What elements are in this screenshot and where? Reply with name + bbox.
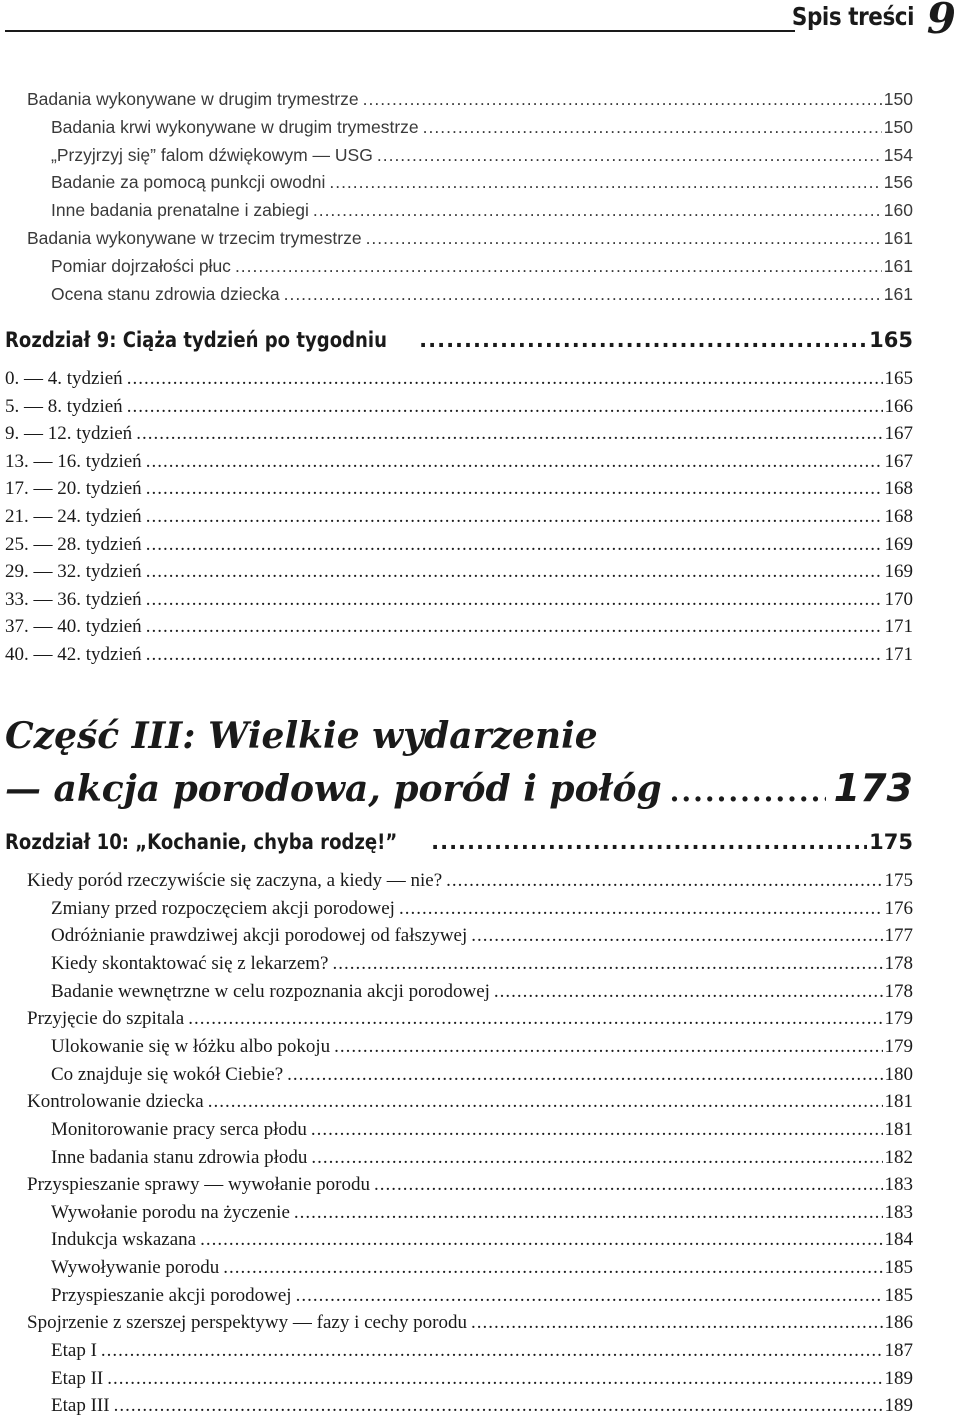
toc-entry[interactable] [27,870,913,894]
toc-entry-page: 165 [884,368,913,389]
leader-dots [431,830,867,854]
toc-entry[interactable] [51,1036,913,1060]
toc-entry-title: Wywoływanie porodu [51,1257,220,1279]
toc-entry-title: 5. — 8. tydzień [5,395,123,417]
leader-dots [294,1202,883,1224]
toc-entry[interactable] [51,1229,913,1253]
toc-entry[interactable] [27,89,913,113]
toc-entry-page: 189 [884,1395,913,1417]
toc-entry-page: 181 [884,1091,913,1113]
toc-entry-title: Inne badania prenatalne i zabiegi [51,200,309,221]
toc-entry-title: Badanie za pomocą punkcji owodni [51,172,326,193]
leader-dots [313,200,882,221]
toc-entry[interactable] [51,981,913,1005]
leader-dots [146,478,883,500]
toc-entry-page: 185 [884,1257,913,1279]
toc-chapter-9[interactable] [5,328,913,358]
toc-entry-title: Przyjęcie do szpitala [27,1008,185,1030]
toc-entry-title: Odróżnianie prawdziwej akcji porodowej od fałszywej [51,925,468,947]
part-3-title-line-1: Część III: Wielkie wydarzenie [5,715,598,757]
toc-entry[interactable] [51,256,913,280]
toc-entry-title: Indukcja wskazana [51,1229,197,1251]
toc-entry-title: 21. — 24. tydzień [5,506,142,527]
toc-entry-page: 178 [884,952,913,974]
leader-dots [366,228,882,249]
toc-entry-title: Ulokowanie się w łóżku albo pokoju [51,1035,331,1057]
toc-entry-title: 9. — 12. tydzień [5,423,133,445]
leader-dots [374,1174,883,1196]
toc-entry-title: Badanie wewnętrzne w celu rozpoznania akcji porodowej [51,980,490,1002]
leader-dots [329,172,881,193]
toc-entry[interactable] [5,423,913,447]
leader-dots [127,368,883,390]
leader-dots [494,981,883,1003]
toc-entry-title: Badania wykonywane w drugim trymestrze [27,89,359,109]
toc-entry-page: 169 [884,533,913,555]
toc-entry[interactable] [51,200,913,224]
toc-entry-page: 179 [884,1008,913,1030]
toc-entry-page: 181 [884,1118,913,1140]
leader-dots [200,1229,882,1251]
leader-dots [399,898,883,920]
leader-dots [146,506,883,528]
toc-entry-title: Spojrzenie z szerszej perspektywy — fazy i cechy porodu [27,1312,467,1334]
chapter-page: 165 [869,328,913,352]
toc-entry-page: 161 [883,283,913,304]
toc-entry[interactable] [5,396,913,420]
toc-entry[interactable] [5,478,913,502]
toc-entry-page: 189 [884,1367,913,1389]
toc-entry-title: Badania wykonywane w trzecim trymestrze [27,228,362,248]
toc-entry[interactable] [51,117,913,141]
chapter-title: Rozdział 9: Ciąża tydzień po tygodniu [5,328,387,352]
leader-dots [107,1368,882,1390]
toc-entry[interactable] [5,451,913,475]
leader-dots [311,1147,882,1169]
toc-entry-page: 179 [884,1035,913,1057]
toc-entry-page: 150 [883,89,913,109]
leader-dots [101,1340,883,1362]
leader-dots [136,423,882,445]
toc-entry-page: 150 [883,116,913,137]
leader-dots [296,1285,883,1307]
leader-dots [188,1008,882,1030]
toc-entry[interactable] [51,1064,913,1088]
leader-dots [114,1395,883,1417]
running-header-title: Spis treści [791,2,914,31]
leader-dots [146,644,883,666]
leader-dots [287,1064,882,1086]
toc-entry[interactable] [51,145,913,169]
toc-entry-page: 175 [884,870,913,891]
leader-dots [146,451,883,473]
toc-entry-page: 178 [884,980,913,1002]
header-rule [5,30,795,32]
leader-dots [333,953,883,975]
toc-entry-title: Pomiar dojrzałości płuc [51,255,231,276]
toc-entry[interactable] [51,1395,913,1419]
toc-entry-page: 167 [884,450,913,472]
toc-entry[interactable] [5,368,913,392]
leader-dots [127,396,883,418]
toc-entry-title: Przyspieszanie sprawy — wywołanie porodu [27,1174,370,1196]
toc-entry[interactable] [51,953,913,977]
toc-entry-page: 182 [884,1146,913,1168]
toc-entry-title: 0. — 4. tydzień [5,368,123,389]
toc-entry-title: 37. — 40. tydzień [5,616,142,638]
toc-entry-title: Ocena stanu zdrowia dziecka [51,283,280,304]
toc-entry-title: Etap II [51,1367,104,1389]
toc-entry-page: 185 [884,1284,913,1306]
toc-entry-page: 170 [884,588,913,610]
leader-dots [363,89,882,110]
leader-dots [284,284,882,305]
toc-entry[interactable] [51,172,913,196]
toc-entry[interactable] [51,284,913,308]
part-3-title-line-2: — akcja porodowa, poród i połóg [5,768,662,810]
leader-dots [208,1091,883,1113]
toc-entry-page: 154 [883,144,913,165]
toc-entry[interactable] [51,1202,913,1226]
toc-entry-page: 183 [884,1174,913,1196]
toc-entry-page: 161 [883,228,913,248]
toc-entry-page: 168 [884,506,913,527]
toc-entry[interactable] [51,1368,913,1392]
leader-dots [377,145,882,166]
toc-entry-page: 180 [884,1063,913,1085]
toc-entry[interactable] [51,925,913,949]
leader-dots [311,1119,883,1141]
toc-entry[interactable] [51,1340,913,1364]
toc-entry-page: 171 [884,644,913,665]
toc-entry[interactable] [5,616,913,640]
leader-dots [146,561,883,583]
toc-chapter-10[interactable] [5,830,913,860]
toc-entry-title: 33. — 36. tydzień [5,588,142,610]
toc-entry[interactable] [51,1257,913,1281]
chapter-title: Rozdział 10: „Kochanie, chyba rodzę!” [5,830,398,854]
toc-entry-title: Etap I [51,1340,97,1362]
toc-entry-page: 168 [884,478,913,500]
toc-entry[interactable] [51,1119,913,1143]
running-header-page-number: 9 [926,0,956,43]
toc-entry-title: 29. — 32. tydzień [5,561,142,583]
toc-entry-title: Zmiany przed rozpoczęciem akcji porodowej [51,897,395,919]
leader-dots [146,589,883,611]
toc-entry-title: Kontrolowanie dziecka [27,1091,204,1113]
toc-entry-page: 167 [884,423,913,445]
leader-dots [334,1036,882,1058]
leader-dots [471,925,882,947]
toc-entry-page: 161 [883,255,913,276]
toc-entry[interactable] [5,561,913,585]
toc-entry[interactable] [5,506,913,530]
toc-entry-title: Przyspieszanie akcji porodowej [51,1284,292,1306]
toc-entry-title: Inne badania stanu zdrowia płodu [51,1146,308,1168]
leader-dots [471,1312,883,1334]
toc-entry-title: „Przyjrzyj się” falom dźwiękowym — USG [51,144,373,165]
toc-entry-page: 156 [883,172,913,193]
toc-entry[interactable] [27,1091,913,1115]
toc-entry[interactable] [5,644,913,668]
toc-entry-title: Etap III [51,1395,110,1417]
toc-entry-page: 186 [884,1312,913,1334]
toc-entry[interactable] [27,1008,913,1032]
toc-entry-title: Kiedy poród rzeczywiście się zaczyna, a kiedy — nie? [27,870,443,891]
toc-entry[interactable] [27,1312,913,1336]
toc-entry[interactable] [27,228,913,252]
chapter-page: 175 [869,830,913,854]
toc-entry-page: 176 [884,897,913,919]
toc-entry-page: 177 [884,925,913,947]
toc-entry-title: Monitorowanie pracy serca płodu [51,1118,307,1140]
toc-entry-title: Co znajduje się wokół Ciebie? [51,1063,284,1085]
toc-entry[interactable] [51,1285,913,1309]
toc-entry-page: 183 [884,1201,913,1223]
toc-entry-title: Wywołanie porodu na życzenie [51,1201,290,1223]
leader-dots [223,1257,882,1279]
toc-entry-page: 171 [884,616,913,638]
toc-entry-title: 13. — 16. tydzień [5,450,142,472]
toc-entry-title: 25. — 28. tydzień [5,533,142,555]
leader-dots [146,534,883,556]
toc-part-3[interactable] [5,766,913,810]
leader-dots [446,870,882,892]
leader-dots [146,616,883,638]
leader-dots [670,775,826,808]
toc-entry[interactable] [51,898,913,922]
toc-entry-title: 17. — 20. tydzień [5,478,142,500]
toc-entry[interactable] [5,534,913,558]
leader-dots [419,328,867,352]
toc-entry-title: Badania krwi wykonywane w drugim trymestrze [51,116,419,137]
toc-entry-title: Kiedy skontaktować się z lekarzem? [51,952,329,974]
toc-entry-page: 160 [883,200,913,221]
toc-entry-page: 187 [884,1340,913,1362]
leader-dots [423,117,882,138]
toc-entry-page: 184 [884,1229,913,1251]
part-3-page: 173 [833,766,913,810]
toc-entry-page: 169 [884,561,913,583]
toc-entry[interactable] [27,1174,913,1198]
toc-entry-page: 166 [884,395,913,417]
leader-dots [235,256,882,277]
toc-entry-title: 40. — 42. tydzień [5,644,142,665]
toc-entry[interactable] [51,1147,913,1171]
toc-entry[interactable] [5,589,913,613]
